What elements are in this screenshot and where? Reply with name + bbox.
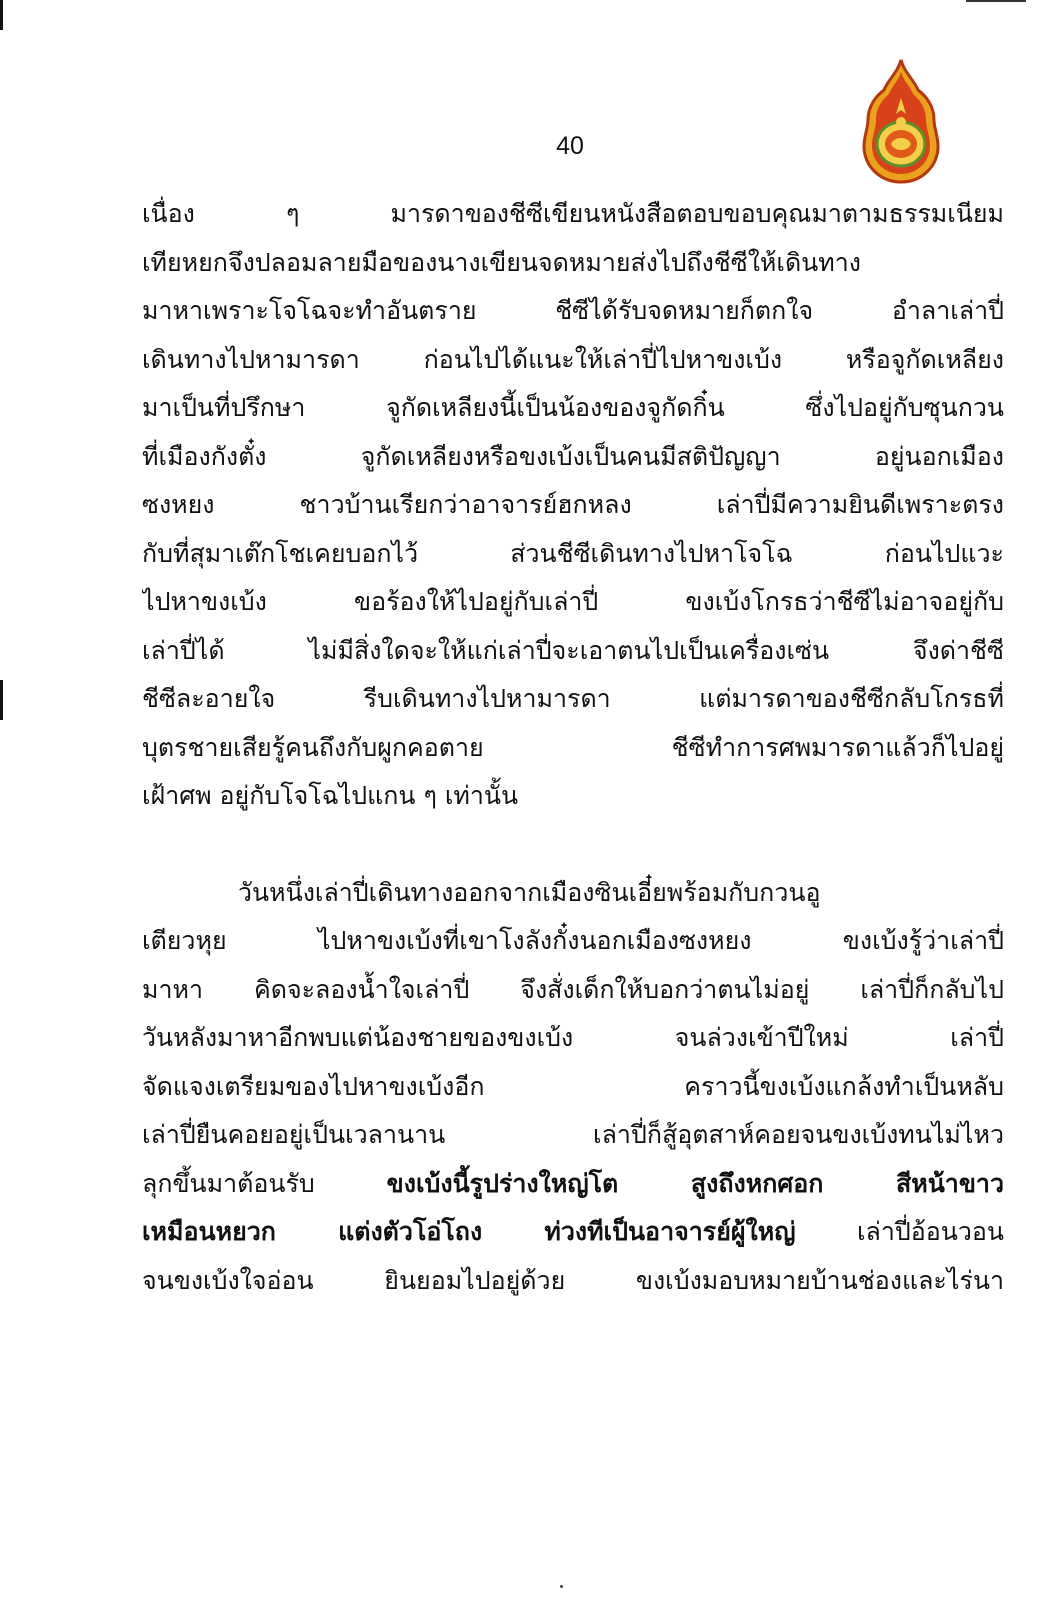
paragraph-gap <box>142 821 1004 869</box>
text-line: กับที่สุมาเต๊กโชเคยบอกไว้ ส่วนชีซีเดินทางไปหาโจโฉ ก่อนไปแวะ <box>142 538 1004 568</box>
scan-edge-mark <box>966 0 1026 2</box>
text-line <box>142 1160 1004 1209</box>
text-line: วันหลังมาหาอีกพบแต่น้องชายของขงเบ้ง จนล่วงเข้าปีใหม่ เล่าปี่ <box>142 1023 1004 1052</box>
text-line: เตียวหุย ไปหาขงเบ้งที่เขาโงลังกั๋งนอกเมืองซงหยง ขงเบ้งรู้ว่าเล่าปี่ <box>142 926 1004 955</box>
plain-text: ลุกขึ้นมาต้อนรับ <box>142 1168 387 1198</box>
scan-speck <box>560 1585 563 1588</box>
text-line: เทียหยกจึงปลอมลายมือของนางเขียนจดหมายส่งไปถึงชีซีให้เดินทาง <box>142 247 861 277</box>
text-line: ชีซีละอายใจ รีบเดินทางไปหามารดา แต่มารดาของชีซีกลับโกรธที่ <box>142 684 1004 713</box>
bold-text: เหมือนหยวก แต่งตัวโอ่โถง ท่วงทีเป็นอาจารย์ผู้ใหญ่ <box>142 1217 796 1246</box>
plain-text: เล่าปี่อ้อนวอน <box>795 1217 1004 1246</box>
body-text <box>142 190 1004 1305</box>
text-line: ซงหยง ชาวบ้านเรียกว่าอาจารย์ฮกหลง เล่าปี่มีความยินดีเพราะตรง <box>142 490 1004 519</box>
text-line: เล่าปี่ยืนคอยอยู่เป็นเวลานาน เล่าปี่ก็สู้อุตสาห์คอยจนขงเบ้งทนไม่ไหว <box>142 1120 1004 1149</box>
text-line: ไปหาขงเบ้ง ขอร้องให้ไปอยู่กับเล่าปี่ ขงเบ้งโกรธว่าชีซีไม่อาจอยู่กับ <box>142 587 1004 616</box>
text-line <box>142 1208 1004 1257</box>
scan-edge-mark <box>0 0 3 30</box>
text-line: บุตรชายเสียรู้คนถึงกับผูกคอตาย ชีซีทำการศพมารดาแล้วก็ไปอยู่ <box>142 732 1004 762</box>
ministry-emblem-icon <box>858 58 944 186</box>
text-line: เนื่อง ๆ มารดาของชีซีเขียนหนังสือตอบขอบคุณมาตามธรรมเนียม <box>142 199 1004 228</box>
text-line: วันหนึ่งเล่าปี่เดินทางออกจากเมืองซินเอี๋ยพร้อมกับกวนอู <box>238 877 821 907</box>
text-line: มาเป็นที่ปรึกษา จูกัดเหลียงนี้เป็นน้องของจูกัดกิ๋น ซึ่งไปอยู่กับซุนกวน <box>142 393 1004 422</box>
text-line: เฝ้าศพ อยู่กับโจโฉไปแกน ๆ เท่านั้น <box>142 781 519 810</box>
text-line: เล่าปี่ได้ ไม่มีสิ่งใดจะให้แก่เล่าปี่จะเอาตนไปเป็นเครื่องเซ่น จึงด่าชีซี <box>142 635 1004 665</box>
text-line: มาหาเพราะโจโฉจะทำอันตราย ชีซีได้รับจดหมายก็ตกใจ อำลาเล่าปี่ <box>142 296 1004 325</box>
page-number: 40 <box>556 132 584 160</box>
text-line: จัดแจงเตรียมของไปหาขงเบ้งอีก คราวนี้ขงเบ้งแกล้งทำเป็นหลับ <box>142 1071 1004 1101</box>
bold-text: ขงเบ้งนี้รูปร่างใหญ่โต สูงถึงหกศอก สีหน้าขาว <box>386 1168 1004 1198</box>
scan-edge-mark <box>0 680 3 720</box>
text-line: จนขงเบ้งใจอ่อน ยินยอมไปอยู่ด้วย ขงเบ้งมอบหมายบ้านช่องและไร่นา <box>142 1265 1004 1295</box>
text-line: มาหา คิดจะลองน้ำใจเล่าปี่ จึงสั่งเด็กให้บอกว่าตนไม่อยู่ เล่าปี่ก็กลับไป <box>142 974 1004 1004</box>
text-line: เดินทางไปหามารดา ก่อนไปได้แนะให้เล่าปี่ไปหาขงเบ้ง หรือจูกัดเหลียง <box>142 344 1004 374</box>
text-line: ที่เมืองกังตั๋ง จูกัดเหลียงหรือขงเบ้งเป็นคนมีสติปัญญา อยู่นอกเมือง <box>142 441 1004 471</box>
